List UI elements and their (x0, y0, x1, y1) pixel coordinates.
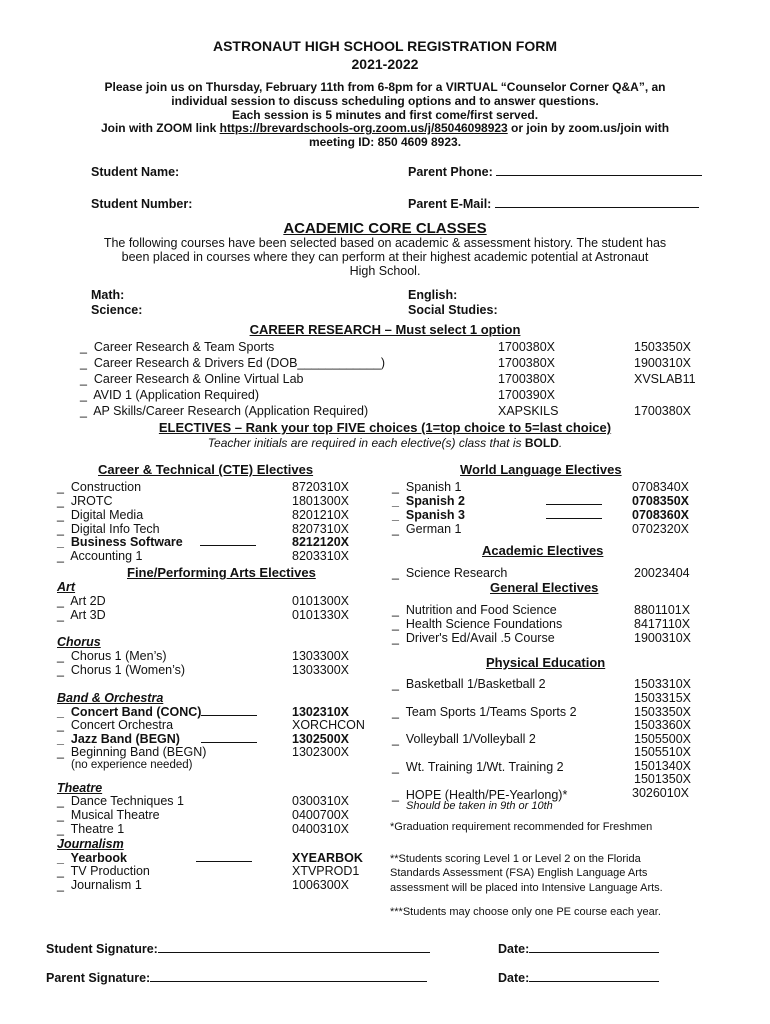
date-label: Date: (498, 942, 530, 956)
course-code: 8801101X (634, 603, 691, 617)
elective-label: Driver's Ed/Avail .5 Course (405, 631, 555, 645)
parent-email-field[interactable] (408, 197, 699, 211)
course-code: 0708340X (632, 480, 690, 494)
academic-electives-title: Academic Electives (482, 543, 604, 558)
course-code: 1503310X (634, 677, 692, 691)
pe-title: Physical Education (486, 655, 606, 670)
parent-email-label: Parent E-Mail: (408, 197, 492, 211)
date-line (529, 942, 659, 953)
science-label: Science: (91, 303, 143, 317)
student-name-label: Student Name: (91, 165, 180, 179)
elective-label: Accounting 1 (70, 549, 143, 563)
elective-label: Construction (70, 480, 142, 494)
elective-option[interactable]: _ Art 2D (57, 594, 106, 608)
zoom-pre: Join with ZOOM link (100, 121, 220, 135)
teacher-initials-line[interactable] (201, 732, 257, 743)
elective-option[interactable]: _ Accounting 1 (57, 549, 143, 563)
career-option-label: Career Research & Team Sports (93, 340, 275, 354)
note-pe: ***Students may choose only one PE course each year. (390, 906, 661, 918)
course-code: 1700380X (498, 372, 556, 386)
checkbox-blank[interactable]: _ (80, 372, 87, 386)
elective-option[interactable]: _ German 1 (392, 522, 462, 536)
elective-option[interactable]: _ Concert Orchestra (57, 718, 174, 732)
course-code: 8207310X (292, 522, 350, 536)
checkbox-blank[interactable]: _ (80, 340, 87, 354)
elective-label: Basketball 1/Basketball 2 (405, 677, 546, 691)
course-code: 0708350X (632, 494, 690, 508)
elective-option[interactable]: _ Beginning Band (BEGN) (57, 745, 207, 759)
course-code: 3026010X (632, 786, 690, 800)
course-code: 8417110X (634, 617, 691, 631)
course-code: XTVPROD1 (292, 864, 360, 878)
elective-label: Digital Media (70, 508, 144, 522)
elective-option[interactable]: _ Driver's Ed/Avail .5 Course (392, 631, 555, 645)
elective-option[interactable]: _ Journalism 1 (57, 878, 142, 892)
student-number-label: Student Number: (91, 197, 193, 211)
elective-label: Spanish 2 (405, 494, 465, 508)
checkbox-blank[interactable]: _ (80, 404, 87, 418)
elective-label: Volleyball 1/Volleyball 2 (405, 732, 536, 746)
math-label: Math: (91, 288, 125, 302)
elective-option[interactable]: _ Jazz Band (BEGN) (57, 732, 257, 746)
elective-option[interactable]: _ Spanish 3 (392, 508, 602, 522)
course-code: 20023404 (634, 566, 690, 580)
elective-label: JROTC (70, 494, 113, 508)
career-title: CAREER RESEARCH – Must select 1 option (249, 322, 521, 337)
elective-label: HOPE (Health/PE-Yearlong)* (405, 788, 568, 802)
career-option[interactable] (80, 404, 368, 418)
electives-sub-end: . (558, 436, 563, 450)
elective-option[interactable]: _ Musical Theatre (57, 808, 160, 822)
intro-line-1: Please join us on Thursday, February 11th from 6-8pm for a VIRTUAL “Counselor Corner Q&A”, an (104, 80, 666, 94)
elective-option[interactable]: _ JROTC (57, 494, 113, 508)
date-label: Date: (498, 971, 530, 985)
elective-label: Science Research (405, 566, 508, 580)
course-code: 1302300X (292, 745, 350, 759)
elective-label: Dance Techniques 1 (70, 794, 184, 808)
course-code: 1900310X (634, 356, 692, 370)
zoom-post: or join by zoom.us/join with (507, 121, 670, 135)
elective-option[interactable]: _ Digital Media (57, 508, 144, 522)
teacher-initials-line[interactable] (200, 535, 256, 546)
cte-title: Career & Technical (CTE) Electives (98, 462, 314, 477)
electives-sub-text: Teacher initials are required in each elective(s) class that is (207, 436, 525, 450)
chorus-heading: Chorus (57, 635, 101, 649)
intro-line-2: individual session to discuss scheduling options and to answer questions. (171, 94, 599, 108)
elective-option[interactable]: _ Spanish 2 (392, 494, 602, 508)
core-desc-3: High School. (349, 264, 421, 278)
elective-option[interactable]: _ Health Science Foundations (392, 617, 563, 631)
course-code: 1503350X (634, 705, 692, 719)
date-line (529, 971, 659, 982)
course-code: 1501350X (634, 772, 692, 786)
band-note: (no experience needed) (71, 759, 193, 771)
career-option[interactable] (80, 340, 274, 354)
core-desc-1: The following courses have been selected based on academic & assessment history. The student has (103, 236, 667, 250)
career-option-label: AP Skills/Career Research (Application Required) (93, 404, 369, 418)
course-code: XORCHCON (292, 718, 365, 732)
course-code: 0708360X (632, 508, 690, 522)
elective-label: Art 2D (70, 594, 106, 608)
student-date-field[interactable] (498, 942, 659, 956)
journalism-heading: Journalism (57, 837, 124, 851)
elective-option[interactable]: _ Art 3D (57, 608, 106, 622)
elective-label: Jazz Band (BEGN) (70, 732, 180, 746)
elective-label: Journalism 1 (70, 878, 142, 892)
course-code: 1900310X (634, 631, 692, 645)
course-code: 1503350X (634, 340, 692, 354)
elective-label: Nutrition and Food Science (405, 603, 557, 617)
elective-label: Beginning Band (BEGN) (70, 745, 207, 759)
elective-label: Wt. Training 1/Wt. Training 2 (405, 760, 564, 774)
course-code: 1503315X (634, 691, 692, 705)
zoom-link[interactable]: https://brevardschools-org.zoom.us/j/85046098923 (219, 121, 508, 135)
course-code: 1505510X (634, 745, 692, 759)
course-code: 1006300X (292, 878, 350, 892)
course-code: XYEARBOK (292, 851, 363, 865)
elective-label: Chorus 1 (Women’s) (70, 663, 186, 677)
parent-signature-field[interactable] (46, 971, 427, 985)
course-code: 0101330X (292, 608, 350, 622)
elective-label: Business Software (70, 535, 183, 549)
elective-label: Health Science Foundations (405, 617, 563, 631)
student-signature-field[interactable] (46, 942, 430, 956)
english-label: English: (408, 288, 458, 302)
elective-option[interactable]: _ Volleyball 1/Volleyball 2 (392, 732, 536, 746)
parent-phone-label: Parent Phone: (408, 165, 493, 179)
elective-label: Art 3D (70, 608, 106, 622)
meeting-id: meeting ID: 850 4609 8923. (308, 135, 462, 149)
electives-sub-bold: BOLD (524, 436, 559, 450)
elective-option[interactable]: _ Spanish 1 (392, 480, 462, 494)
checkbox-blank[interactable]: _ (80, 388, 87, 402)
elective-label: Spanish 3 (405, 508, 465, 522)
art-heading: Art (57, 580, 76, 594)
hope-note: Should be taken in 9th or 10th (406, 800, 553, 812)
school-year: 2021-2022 (351, 56, 419, 72)
elective-label: Theatre 1 (70, 822, 125, 836)
elective-label: Spanish 1 (405, 480, 462, 494)
elective-option[interactable]: _ Team Sports 1/Teams Sports 2 (392, 705, 577, 719)
teacher-initials-line[interactable] (546, 494, 602, 505)
core-title: ACADEMIC CORE CLASSES (283, 220, 487, 237)
theatre-heading: Theatre (57, 781, 103, 795)
elective-option[interactable]: _ Dance Techniques 1 (57, 794, 184, 808)
teacher-initials-line[interactable] (546, 508, 602, 519)
elective-option[interactable]: _ TV Production (57, 864, 150, 878)
course-code: 1503360X (634, 718, 692, 732)
elective-label: Digital Info Tech (70, 522, 160, 536)
note-graduation: *Graduation requirement recommended for Freshmen (390, 821, 653, 833)
elective-option[interactable]: _ Chorus 1 (Women’s) (57, 663, 186, 677)
elective-option[interactable]: _ Construction (57, 480, 142, 494)
career-option[interactable] (80, 372, 304, 386)
course-code: 0101300X (292, 594, 350, 608)
elective-label: TV Production (70, 864, 150, 878)
parent-signature-line (150, 971, 427, 982)
form-title: ASTRONAUT HIGH SCHOOL REGISTRATION FORM (212, 38, 558, 54)
elective-option[interactable]: _ HOPE (Health/PE-Yearlong)* (392, 788, 568, 802)
course-code: 1700380X (498, 356, 556, 370)
course-code: 0400310X (292, 822, 350, 836)
teacher-initials-line[interactable] (196, 851, 252, 862)
course-code: XVSLAB11 (634, 372, 696, 386)
core-desc-2: been placed in courses where they can perform at their highest academic potential at Astronaut (121, 250, 649, 264)
course-code: 1700380X (634, 404, 692, 418)
course-code: XAPSKILS (498, 404, 559, 418)
course-code: 1303300X (292, 649, 350, 663)
parent-phone-field[interactable] (408, 165, 702, 179)
elective-label: German 1 (405, 522, 462, 536)
elective-option[interactable]: _ Chorus 1 (Men’s) (57, 649, 167, 663)
course-code: 8203310X (292, 549, 350, 563)
elective-option[interactable]: _ Theatre 1 (57, 822, 125, 836)
band-heading: Band & Orchestra (57, 691, 164, 705)
elective-label: Musical Theatre (70, 808, 160, 822)
elective-option[interactable]: _ Nutrition and Food Science (392, 603, 557, 617)
elective-option[interactable]: _ Business Software (57, 535, 256, 549)
career-option-label: Career Research & Drivers Ed (DOB____________) (93, 356, 386, 370)
world-language-title: World Language Electives (460, 462, 622, 477)
career-option[interactable] (80, 388, 259, 402)
course-code: 0400700X (292, 808, 350, 822)
elective-label: Yearbook (70, 851, 127, 865)
elective-option[interactable]: _ Wt. Training 1/Wt. Training 2 (392, 760, 564, 774)
parent-phone-line (496, 165, 702, 176)
student-signature-line (158, 942, 430, 953)
parent-email-line (495, 197, 699, 208)
course-code: 1501340X (634, 759, 692, 773)
parent-signature-label: Parent Signature: (46, 971, 151, 985)
course-code: 1302500X (292, 732, 350, 746)
parent-date-field[interactable] (498, 971, 659, 985)
teacher-initials-line[interactable] (201, 705, 257, 716)
career-option-label: AVID 1 (Application Required) (93, 388, 260, 402)
checkbox-blank[interactable]: _ (80, 356, 87, 370)
elective-label: Concert Orchestra (70, 718, 174, 732)
course-code: 8720310X (292, 480, 350, 494)
elective-option[interactable]: _ Digital Info Tech (57, 522, 160, 536)
arts-title: Fine/Performing Arts Electives (127, 565, 316, 580)
elective-option[interactable]: _ Yearbook (57, 851, 252, 865)
intro-line-3: Each session is 5 minutes and first come/first served. (231, 108, 539, 122)
elective-option[interactable]: _ Science Research (392, 566, 508, 580)
career-option-label: Career Research & Online Virtual Lab (93, 372, 304, 386)
note-fsa: **Students scoring Level 1 or Level 2 on the Florida Standards Assessment (FSA) English Language Arts assessment will be placed into Intensive Language Arts. (390, 853, 663, 894)
elective-label: Concert Band (CONC) (70, 705, 202, 719)
electives-title: ELECTIVES – Rank your top FIVE choices (1=top choice to 5=last choice) (158, 420, 612, 435)
elective-label: Chorus 1 (Men’s) (70, 649, 167, 663)
general-electives-title: General Electives (490, 580, 599, 595)
course-code: 1801300X (292, 494, 350, 508)
course-code: 0702320X (632, 522, 690, 536)
social-studies-label: Social Studies: (408, 303, 498, 317)
course-code: 1700390X (498, 388, 556, 402)
elective-option[interactable]: _ Concert Band (CONC) (57, 705, 257, 719)
elective-label: Team Sports 1/Teams Sports 2 (405, 705, 577, 719)
career-option[interactable] (80, 356, 385, 370)
course-code: 0300310X (292, 794, 350, 808)
student-signature-label: Student Signature: (46, 942, 158, 956)
zoom-line (0, 122, 770, 136)
course-code: 1302310X (292, 705, 350, 719)
course-code: 8201210X (292, 508, 350, 522)
course-code: 1303300X (292, 663, 350, 677)
electives-subtitle (0, 437, 770, 451)
elective-option[interactable]: _ Basketball 1/Basketball 2 (392, 677, 546, 691)
course-code: 1700380X (498, 340, 556, 354)
course-code: 8212120X (292, 535, 350, 549)
course-code: 1505500X (634, 732, 692, 746)
